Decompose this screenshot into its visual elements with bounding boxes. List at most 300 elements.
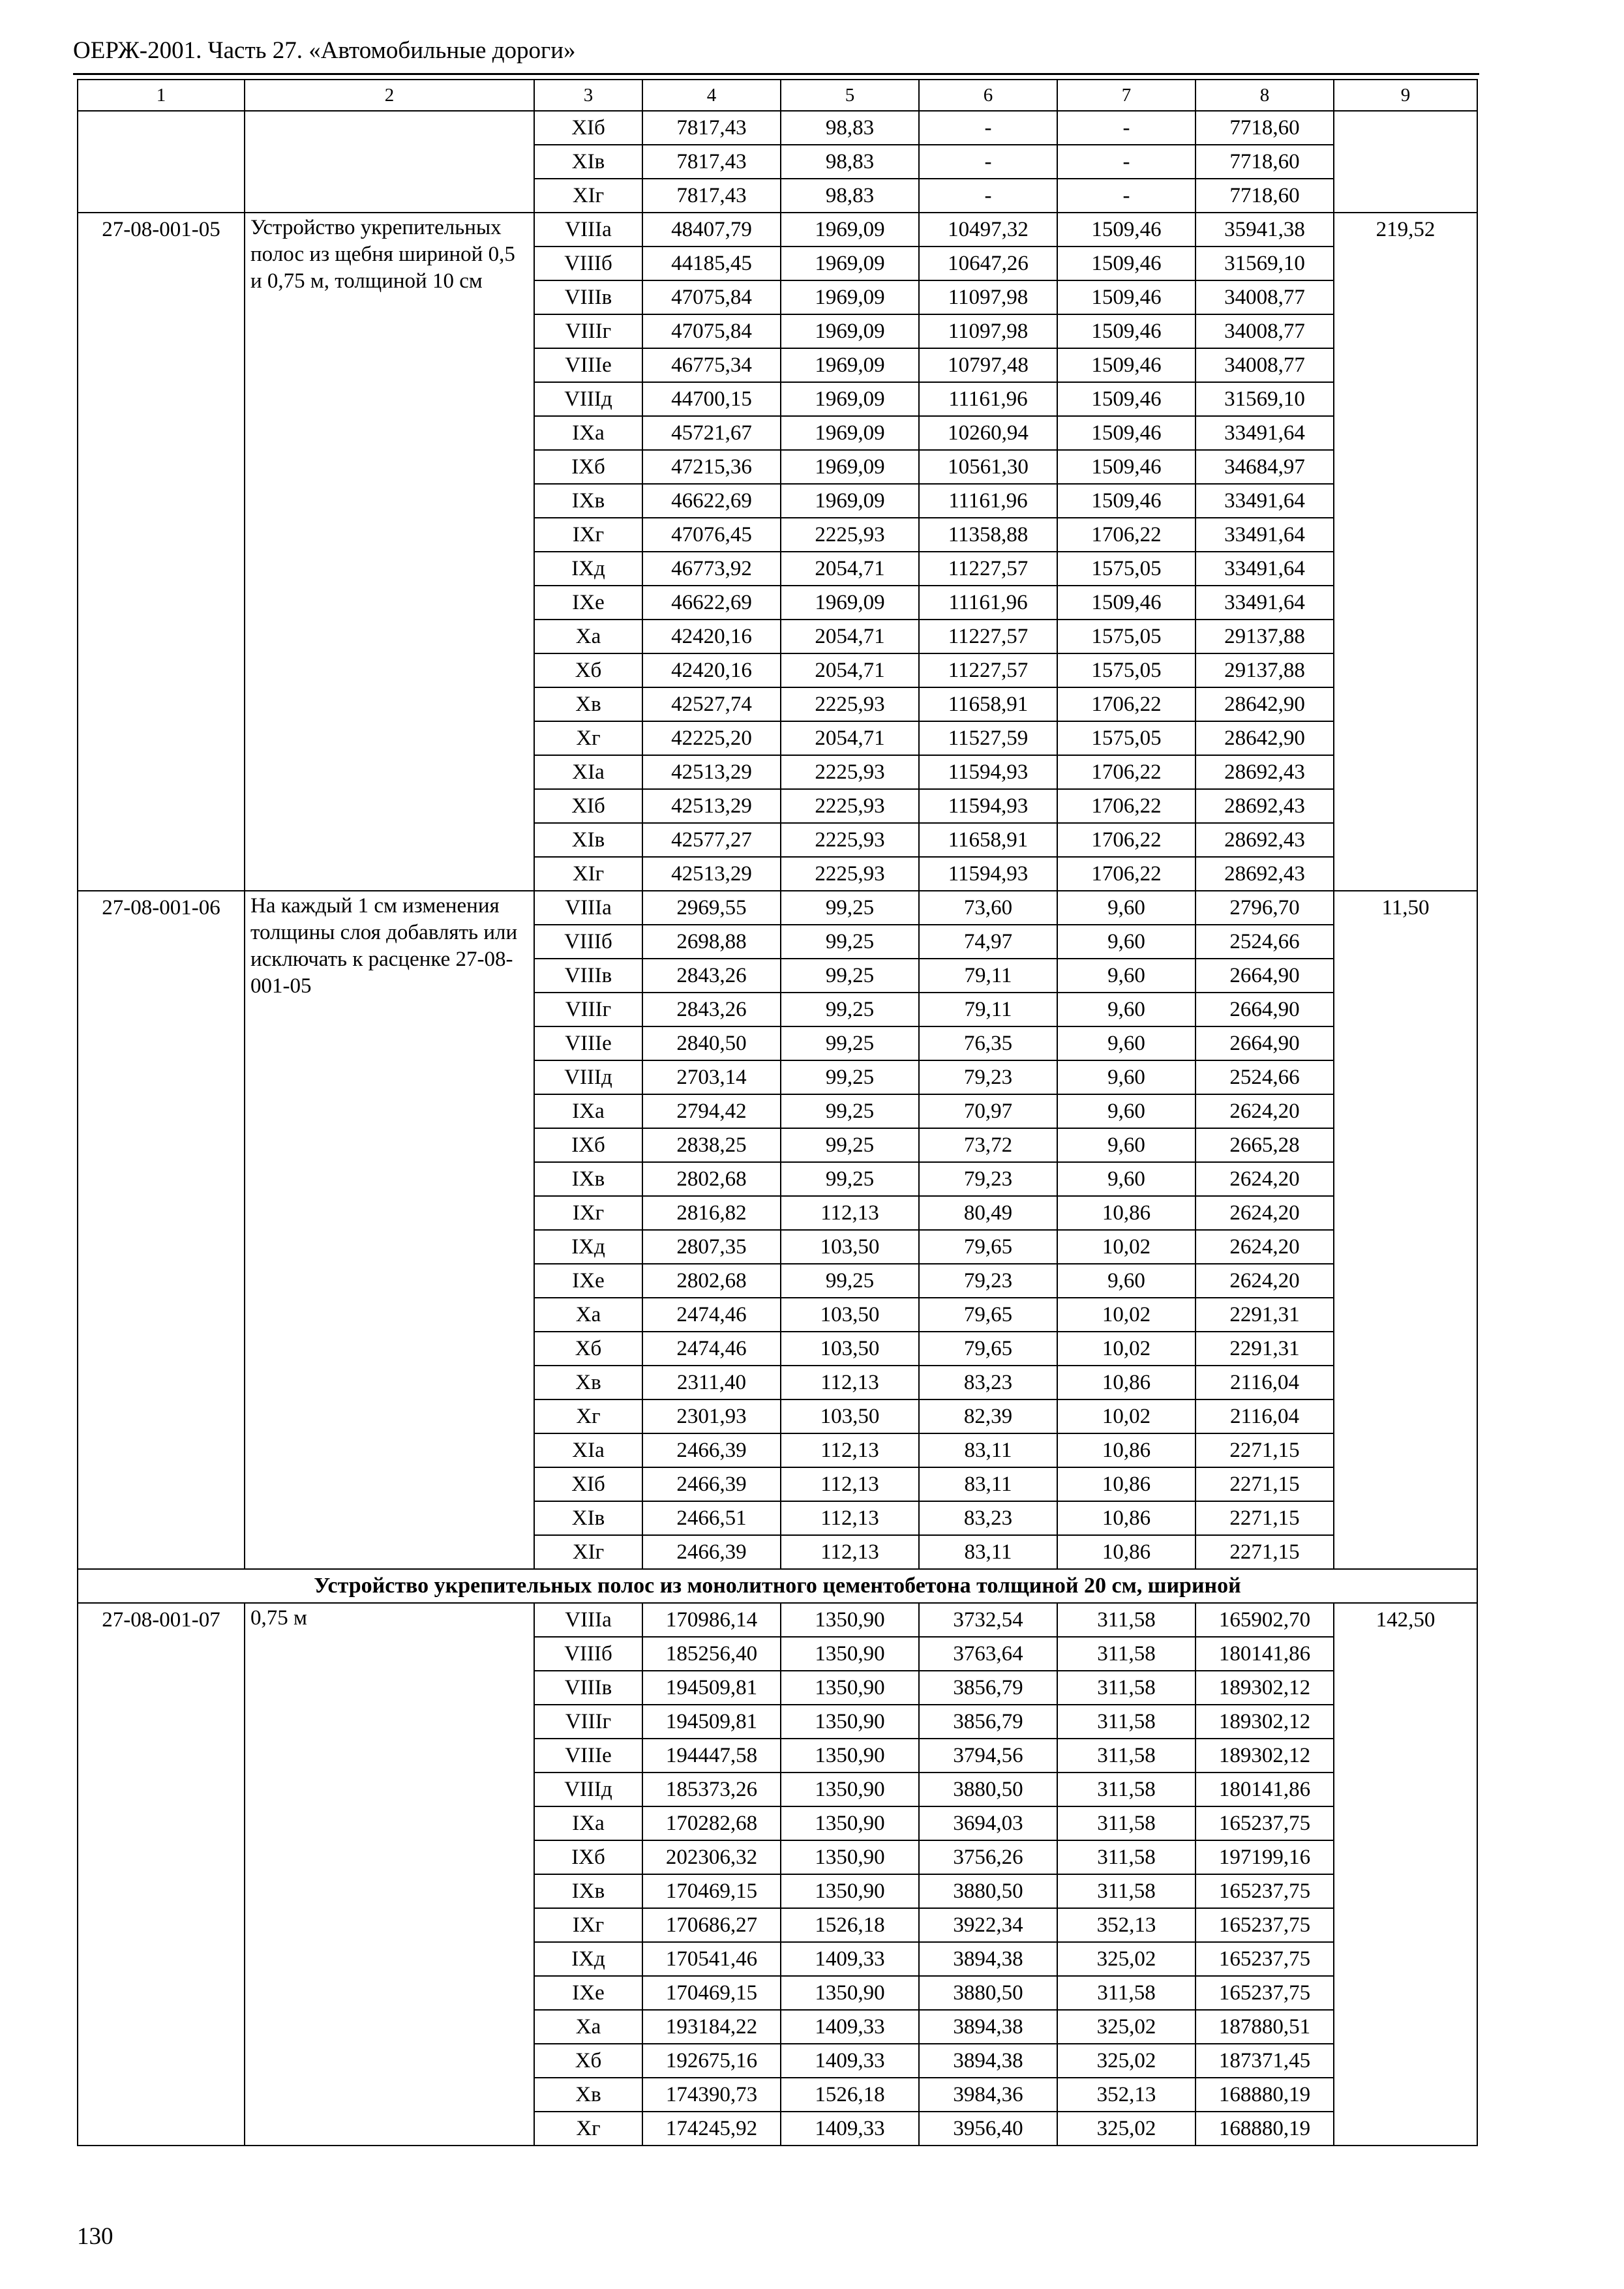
value-cell: 83,11 [919, 1467, 1057, 1501]
column-header: 2 [245, 80, 534, 111]
value-cell: 2474,46 [642, 1332, 781, 1366]
value-cell: 10,02 [1057, 1332, 1195, 1366]
value-cell: 2796,70 [1195, 891, 1334, 925]
value-cell: 165237,75 [1195, 1908, 1334, 1942]
value-cell: 194509,81 [642, 1671, 781, 1705]
value-cell: 45721,67 [642, 416, 781, 450]
value-cell: 311,58 [1057, 1840, 1195, 1874]
value-cell: 112,13 [781, 1433, 919, 1467]
value-cell: 10260,94 [919, 416, 1057, 450]
zone-cell: VIIIб [534, 925, 642, 959]
value-cell: - [1057, 179, 1195, 213]
value-cell: 2524,66 [1195, 925, 1334, 959]
value-cell: 2664,90 [1195, 993, 1334, 1026]
zone-cell: VIIIг [534, 314, 642, 348]
value-cell: 1526,18 [781, 2078, 919, 2112]
value-cell: 2840,50 [642, 1026, 781, 1060]
column-header: 1 [78, 80, 245, 111]
rate-code: 27-08-001-05 [78, 213, 245, 891]
value-cell: 11161,96 [919, 586, 1057, 620]
value-cell: 42513,29 [642, 755, 781, 789]
zone-cell: Xб [534, 2044, 642, 2078]
value-cell: 10,02 [1057, 1298, 1195, 1332]
value-cell: 11594,93 [919, 789, 1057, 823]
value-cell: 46773,92 [642, 552, 781, 586]
value-cell: 165237,75 [1195, 1874, 1334, 1908]
value-cell: 197199,16 [1195, 1840, 1334, 1874]
value-cell: 352,13 [1057, 2078, 1195, 2112]
value-cell: 99,25 [781, 1128, 919, 1162]
zone-cell: VIIIв [534, 959, 642, 993]
value-cell: 1509,46 [1057, 314, 1195, 348]
value-cell: 1409,33 [781, 2044, 919, 2078]
value-cell: 1969,09 [781, 484, 919, 518]
value-cell: 2291,31 [1195, 1332, 1334, 1366]
value-cell: 11358,88 [919, 518, 1057, 552]
value-cell: 170541,46 [642, 1942, 781, 1976]
value-cell: 11594,93 [919, 857, 1057, 891]
value-cell: 2054,71 [781, 552, 919, 586]
value-cell: 1509,46 [1057, 213, 1195, 247]
table-row [78, 213, 1477, 247]
value-cell: 2225,93 [781, 518, 919, 552]
value-cell: 2271,15 [1195, 1535, 1334, 1569]
value-cell: 1706,22 [1057, 518, 1195, 552]
zone-cell: Xа [534, 2010, 642, 2044]
value-cell: 33491,64 [1195, 586, 1334, 620]
value-cell: 2271,15 [1195, 1467, 1334, 1501]
value-cell: 46775,34 [642, 348, 781, 382]
value-cell: 174245,92 [642, 2112, 781, 2146]
zone-cell: IXг [534, 518, 642, 552]
value-cell: 165237,75 [1195, 1806, 1334, 1840]
value-cell: 1409,33 [781, 1942, 919, 1976]
value-cell: 11227,57 [919, 653, 1057, 687]
table-row [78, 1603, 1477, 1637]
value-cell: 11097,98 [919, 314, 1057, 348]
value-cell: 3984,36 [919, 2078, 1057, 2112]
value-cell: 1350,90 [781, 1773, 919, 1806]
value-cell: 2311,40 [642, 1366, 781, 1399]
zone-cell: VIIIе [534, 1026, 642, 1060]
zone-cell: VIIIг [534, 1705, 642, 1739]
value-cell: 42225,20 [642, 721, 781, 755]
value-cell: 1350,90 [781, 1705, 919, 1739]
value-cell: 42577,27 [642, 823, 781, 857]
value-cell: 9,60 [1057, 925, 1195, 959]
value-cell: 99,25 [781, 1060, 919, 1094]
value-cell: 165237,75 [1195, 1942, 1334, 1976]
zone-cell: XIг [534, 179, 642, 213]
value-cell: 2698,88 [642, 925, 781, 959]
zone-cell: IXа [534, 416, 642, 450]
rates-table [77, 79, 1478, 2146]
value-cell: 10,02 [1057, 1230, 1195, 1264]
labor-cost-cell: 219,52 [1334, 213, 1477, 891]
value-cell: 170469,15 [642, 1976, 781, 2010]
value-cell: 2624,20 [1195, 1094, 1334, 1128]
zone-cell: IXб [534, 450, 642, 484]
page-number: 130 [77, 2223, 113, 2250]
value-cell: 3956,40 [919, 2112, 1057, 2146]
column-header: 8 [1195, 80, 1334, 111]
value-cell: 1350,90 [781, 1874, 919, 1908]
value-cell: 3763,64 [919, 1637, 1057, 1671]
value-cell: 168880,19 [1195, 2078, 1334, 2112]
value-cell: 2054,71 [781, 721, 919, 755]
value-cell: 9,60 [1057, 1060, 1195, 1094]
value-cell: 99,25 [781, 993, 919, 1026]
value-cell: 11161,96 [919, 484, 1057, 518]
value-cell: 28642,90 [1195, 687, 1334, 721]
value-cell: 3880,50 [919, 1976, 1057, 2010]
value-cell: 180141,86 [1195, 1773, 1334, 1806]
value-cell: 2225,93 [781, 687, 919, 721]
value-cell: 42527,74 [642, 687, 781, 721]
value-cell: 42513,29 [642, 857, 781, 891]
column-header: 9 [1334, 80, 1477, 111]
value-cell: 99,25 [781, 925, 919, 959]
value-cell: 33491,64 [1195, 552, 1334, 586]
value-cell: 3880,50 [919, 1773, 1057, 1806]
value-cell: 170686,27 [642, 1908, 781, 1942]
value-cell: 185373,26 [642, 1773, 781, 1806]
value-cell: 48407,79 [642, 213, 781, 247]
value-cell: 42420,16 [642, 653, 781, 687]
value-cell: - [919, 145, 1057, 179]
value-cell: 311,58 [1057, 1976, 1195, 2010]
value-cell: 1969,09 [781, 382, 919, 416]
value-cell: 2664,90 [1195, 959, 1334, 993]
zone-cell: Xб [534, 653, 642, 687]
value-cell: 47075,84 [642, 314, 781, 348]
value-cell: 103,50 [781, 1332, 919, 1366]
labor-cost-cell: 11,50 [1334, 891, 1477, 1569]
value-cell: 2225,93 [781, 755, 919, 789]
value-cell: 98,83 [781, 111, 919, 145]
value-cell: 79,11 [919, 993, 1057, 1026]
value-cell: 194509,81 [642, 1705, 781, 1739]
value-cell: 70,97 [919, 1094, 1057, 1128]
zone-cell: XIа [534, 755, 642, 789]
zone-cell: Xг [534, 2112, 642, 2146]
value-cell: 9,60 [1057, 959, 1195, 993]
zone-cell: XIб [534, 111, 642, 145]
zone-cell: XIб [534, 789, 642, 823]
value-cell: 1350,90 [781, 1976, 919, 2010]
value-cell: 1350,90 [781, 1671, 919, 1705]
zone-cell: Xб [534, 1332, 642, 1366]
value-cell: 103,50 [781, 1298, 919, 1332]
value-cell: 34008,77 [1195, 348, 1334, 382]
value-cell: 73,72 [919, 1128, 1057, 1162]
value-cell: 79,23 [919, 1162, 1057, 1196]
zone-cell: VIIIа [534, 213, 642, 247]
value-cell: 1509,46 [1057, 348, 1195, 382]
zone-cell: Xв [534, 2078, 642, 2112]
value-cell: 1526,18 [781, 1908, 919, 1942]
value-cell: 1575,05 [1057, 721, 1195, 755]
zone-cell: IXа [534, 1094, 642, 1128]
value-cell: 2466,51 [642, 1501, 781, 1535]
value-cell: 2054,71 [781, 620, 919, 653]
zone-cell: IXв [534, 1162, 642, 1196]
header-rule [73, 73, 1479, 75]
value-cell: 98,83 [781, 179, 919, 213]
zone-cell: IXа [534, 1806, 642, 1840]
value-cell: 2802,68 [642, 1264, 781, 1298]
value-cell: 112,13 [781, 1467, 919, 1501]
labor-cost-cell: 142,50 [1334, 1603, 1477, 2146]
zone-cell: IXб [534, 1840, 642, 1874]
value-cell: 79,11 [919, 959, 1057, 993]
value-cell: 10647,26 [919, 247, 1057, 280]
value-cell: 1509,46 [1057, 416, 1195, 450]
value-cell: - [1057, 145, 1195, 179]
value-cell: 192675,16 [642, 2044, 781, 2078]
zone-cell: VIIIв [534, 280, 642, 314]
value-cell: 44700,15 [642, 382, 781, 416]
value-cell: 9,60 [1057, 1264, 1195, 1298]
value-cell: 10,86 [1057, 1433, 1195, 1467]
value-cell: 1969,09 [781, 586, 919, 620]
zone-cell: VIIIа [534, 891, 642, 925]
column-header: 4 [642, 80, 781, 111]
value-cell: 311,58 [1057, 1874, 1195, 1908]
value-cell: 1969,09 [781, 213, 919, 247]
zone-cell: XIг [534, 1535, 642, 1569]
zone-cell: XIв [534, 145, 642, 179]
value-cell: 79,23 [919, 1264, 1057, 1298]
value-cell: 3732,54 [919, 1603, 1057, 1637]
value-cell: 1969,09 [781, 314, 919, 348]
value-cell: 9,60 [1057, 1128, 1195, 1162]
work-description: Устройство укрепительных полос из щебня шириной 0,5 и 0,75 м, толщиной 10 см [245, 213, 534, 891]
work-description [245, 111, 534, 213]
value-cell: 11227,57 [919, 620, 1057, 653]
value-cell: 2225,93 [781, 789, 919, 823]
zone-cell: XIв [534, 823, 642, 857]
value-cell: 11161,96 [919, 382, 1057, 416]
value-cell: 11097,98 [919, 280, 1057, 314]
value-cell: 73,60 [919, 891, 1057, 925]
value-cell: 1706,22 [1057, 687, 1195, 721]
zone-cell: VIIIе [534, 348, 642, 382]
value-cell: 168880,19 [1195, 2112, 1334, 2146]
zone-cell: XIг [534, 857, 642, 891]
value-cell: 311,58 [1057, 1739, 1195, 1773]
value-cell: 1509,46 [1057, 586, 1195, 620]
value-cell: 34008,77 [1195, 314, 1334, 348]
zone-cell: IXг [534, 1196, 642, 1230]
value-cell: 9,60 [1057, 1094, 1195, 1128]
value-cell: 2838,25 [642, 1128, 781, 1162]
value-cell: 1969,09 [781, 450, 919, 484]
table-row [78, 891, 1477, 925]
zone-cell: IXе [534, 1264, 642, 1298]
value-cell: 79,65 [919, 1230, 1057, 1264]
value-cell: 74,97 [919, 925, 1057, 959]
value-cell: 1509,46 [1057, 450, 1195, 484]
value-cell: 2794,42 [642, 1094, 781, 1128]
value-cell: 189302,12 [1195, 1671, 1334, 1705]
zone-cell: XIа [534, 1433, 642, 1467]
value-cell: 83,23 [919, 1366, 1057, 1399]
zone-cell: IXв [534, 1874, 642, 1908]
value-cell: 34008,77 [1195, 280, 1334, 314]
value-cell: 3756,26 [919, 1840, 1057, 1874]
value-cell: 33491,64 [1195, 518, 1334, 552]
value-cell: 33491,64 [1195, 484, 1334, 518]
value-cell: 187371,45 [1195, 2044, 1334, 2078]
value-cell: 79,23 [919, 1060, 1057, 1094]
value-cell: 189302,12 [1195, 1739, 1334, 1773]
value-cell: 28692,43 [1195, 789, 1334, 823]
value-cell: 2301,93 [642, 1399, 781, 1433]
page-header-title: ОЕРЖ-2001. Часть 27. «Автомобильные дороги» [73, 37, 576, 64]
value-cell: 10,86 [1057, 1366, 1195, 1399]
rate-code: 27-08-001-07 [78, 1603, 245, 2146]
value-cell: 1969,09 [781, 416, 919, 450]
zone-cell: IXд [534, 1942, 642, 1976]
value-cell: 10561,30 [919, 450, 1057, 484]
value-cell: 103,50 [781, 1230, 919, 1264]
value-cell: 311,58 [1057, 1773, 1195, 1806]
value-cell: 2116,04 [1195, 1366, 1334, 1399]
value-cell: 112,13 [781, 1535, 919, 1569]
value-cell: 2664,90 [1195, 1026, 1334, 1060]
zone-cell: VIIIг [534, 993, 642, 1026]
value-cell: 189302,12 [1195, 1705, 1334, 1739]
value-cell: 112,13 [781, 1366, 919, 1399]
value-cell: 99,25 [781, 1026, 919, 1060]
value-cell: 2466,39 [642, 1535, 781, 1569]
value-cell: 2624,20 [1195, 1264, 1334, 1298]
value-cell: 33491,64 [1195, 416, 1334, 450]
value-cell: 311,58 [1057, 1705, 1195, 1739]
value-cell: 83,11 [919, 1535, 1057, 1569]
value-cell: 193184,22 [642, 2010, 781, 2044]
value-cell: 11527,59 [919, 721, 1057, 755]
value-cell: 3894,38 [919, 2044, 1057, 2078]
value-cell: 10497,32 [919, 213, 1057, 247]
value-cell: 47076,45 [642, 518, 781, 552]
value-cell: 112,13 [781, 1501, 919, 1535]
value-cell: 3894,38 [919, 1942, 1057, 1976]
value-cell: 11658,91 [919, 823, 1057, 857]
value-cell: 42513,29 [642, 789, 781, 823]
value-cell: 28692,43 [1195, 755, 1334, 789]
value-cell: - [919, 179, 1057, 213]
value-cell: 1350,90 [781, 1637, 919, 1671]
value-cell: 1706,22 [1057, 823, 1195, 857]
value-cell: 80,49 [919, 1196, 1057, 1230]
zone-cell: VIIIб [534, 1637, 642, 1671]
value-cell: 2225,93 [781, 857, 919, 891]
value-cell: 1509,46 [1057, 247, 1195, 280]
zone-cell: VIIIд [534, 382, 642, 416]
value-cell: 99,25 [781, 891, 919, 925]
value-cell: 99,25 [781, 1162, 919, 1196]
value-cell: 2466,39 [642, 1467, 781, 1501]
value-cell: 1409,33 [781, 2112, 919, 2146]
section-heading-row [78, 1569, 1477, 1603]
value-cell: 2524,66 [1195, 1060, 1334, 1094]
value-cell: 1969,09 [781, 348, 919, 382]
value-cell: 325,02 [1057, 2044, 1195, 2078]
value-cell: 2703,14 [642, 1060, 781, 1094]
value-cell: 3856,79 [919, 1705, 1057, 1739]
value-cell: 46622,69 [642, 586, 781, 620]
value-cell: 47215,36 [642, 450, 781, 484]
value-cell: 3894,38 [919, 2010, 1057, 2044]
zone-cell: Xа [534, 620, 642, 653]
value-cell: 112,13 [781, 1196, 919, 1230]
work-description: 0,75 м [245, 1603, 534, 2146]
value-cell: 99,25 [781, 1094, 919, 1128]
value-cell: 1706,22 [1057, 755, 1195, 789]
value-cell: 2271,15 [1195, 1433, 1334, 1467]
zone-cell: IXв [534, 484, 642, 518]
value-cell: 1350,90 [781, 1806, 919, 1840]
value-cell: 2054,71 [781, 653, 919, 687]
value-cell: 2291,31 [1195, 1298, 1334, 1332]
value-cell: 35941,38 [1195, 213, 1334, 247]
value-cell: 99,25 [781, 959, 919, 993]
value-cell: 11594,93 [919, 755, 1057, 789]
value-cell: 99,25 [781, 1264, 919, 1298]
value-cell: 1509,46 [1057, 382, 1195, 416]
value-cell: 1969,09 [781, 280, 919, 314]
value-cell: 10797,48 [919, 348, 1057, 382]
value-cell: 1969,09 [781, 247, 919, 280]
rates-table-body [78, 80, 1477, 2146]
value-cell: 2816,82 [642, 1196, 781, 1230]
value-cell: 170282,68 [642, 1806, 781, 1840]
value-cell: 1575,05 [1057, 552, 1195, 586]
value-cell: 9,60 [1057, 1162, 1195, 1196]
value-cell: 165902,70 [1195, 1603, 1334, 1637]
table-row [78, 111, 1477, 145]
section-heading: Устройство укрепительных полос из монолитного цементобетона толщиной 20 см, шириной [78, 1569, 1477, 1603]
value-cell: 1575,05 [1057, 653, 1195, 687]
column-header: 6 [919, 80, 1057, 111]
value-cell: 31569,10 [1195, 382, 1334, 416]
value-cell: 170986,14 [642, 1603, 781, 1637]
value-cell: 34684,97 [1195, 450, 1334, 484]
value-cell: 352,13 [1057, 1908, 1195, 1942]
value-cell: 103,50 [781, 1399, 919, 1433]
labor-cost-cell [1334, 111, 1477, 213]
value-cell: 325,02 [1057, 2010, 1195, 2044]
value-cell: - [1057, 111, 1195, 145]
value-cell: 2843,26 [642, 959, 781, 993]
value-cell: 7718,60 [1195, 145, 1334, 179]
rate-code [78, 111, 245, 213]
value-cell: 202306,32 [642, 1840, 781, 1874]
value-cell: 79,65 [919, 1332, 1057, 1366]
zone-cell: VIIIд [534, 1060, 642, 1094]
value-cell: 2271,15 [1195, 1501, 1334, 1535]
value-cell: 9,60 [1057, 1026, 1195, 1060]
zone-cell: IXб [534, 1128, 642, 1162]
value-cell: 9,60 [1057, 891, 1195, 925]
value-cell: 3694,03 [919, 1806, 1057, 1840]
value-cell: 185256,40 [642, 1637, 781, 1671]
value-cell: 1706,22 [1057, 789, 1195, 823]
value-cell: 2624,20 [1195, 1196, 1334, 1230]
value-cell: 11658,91 [919, 687, 1057, 721]
